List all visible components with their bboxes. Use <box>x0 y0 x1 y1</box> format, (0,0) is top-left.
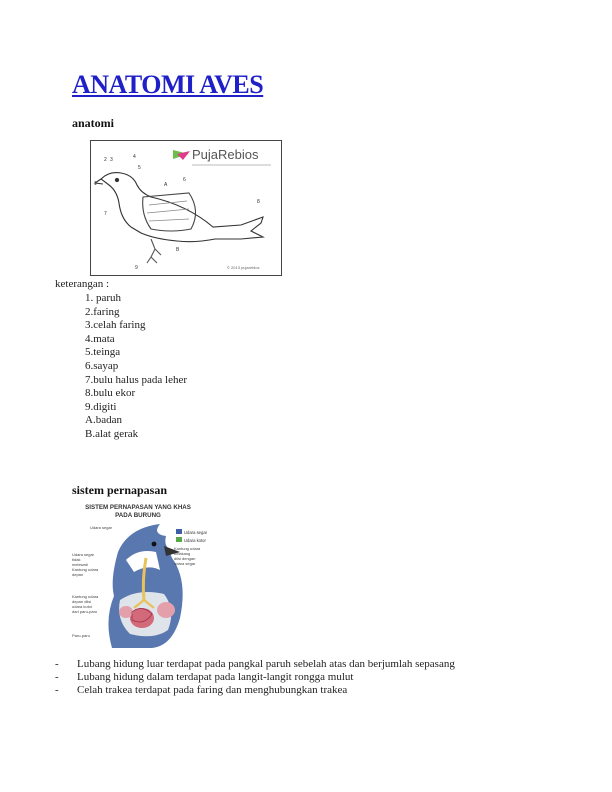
anatomi-heading: anatomi <box>72 116 114 130</box>
logo-text: PujaRebios <box>192 147 259 162</box>
svg-text:depan diisi: depan diisi <box>72 599 92 604</box>
svg-text:A: A <box>164 182 168 188</box>
list-item: A.badan <box>85 414 122 427</box>
sistem-pernapasan-heading: sistem pernapasan <box>72 483 168 497</box>
list-item: 7.bulu halus pada leher <box>85 373 188 386</box>
svg-text:tidak: tidak <box>72 557 81 562</box>
legend-fresh-swatch <box>176 529 182 534</box>
keterangan-list <box>85 292 187 442</box>
list-item: 9.digiti <box>85 400 117 413</box>
svg-text:dari paru-paru: dari paru-paru <box>72 609 98 614</box>
respiratory-diagram <box>68 500 228 648</box>
svg-text:1: 1 <box>94 181 97 187</box>
svg-text:udara segar: udara segar <box>174 561 196 566</box>
list-item: B.alat gerak <box>85 427 139 440</box>
svg-text:diisi dengan: diisi dengan <box>174 556 196 561</box>
svg-text:Kantung udara: Kantung udara <box>72 594 99 599</box>
list-item <box>55 671 455 684</box>
list-item: 2.faring <box>85 305 120 318</box>
bullet-text: Lubang hidung luar terdapat pada pangkal paruh sebelah atas dan berjumlah sepasang <box>77 658 455 670</box>
svg-text:9: 9 <box>135 265 138 271</box>
svg-text:Udara segar: Udara segar <box>90 525 113 530</box>
list-item: 3.celah faring <box>85 319 146 332</box>
bullet-dash: - <box>55 671 59 683</box>
svg-text:6: 6 <box>183 177 186 183</box>
list-item: 6.sayap <box>85 359 119 372</box>
bird-anatomy-diagram <box>91 141 281 275</box>
list-item <box>55 658 455 671</box>
list-item: 4.mata <box>85 332 115 345</box>
legend-fresh-label: Udara segar <box>184 530 208 535</box>
svg-text:5: 5 <box>138 165 141 171</box>
svg-text:Paru-paru: Paru-paru <box>72 633 90 638</box>
svg-text:B: B <box>176 247 180 253</box>
bullet-text: Lubang hidung dalam terdapat pada langit-langit rongga mulut <box>77 671 354 683</box>
svg-text:belakang: belakang <box>174 551 191 556</box>
svg-text:depan: depan <box>72 572 84 577</box>
svg-text:2: 2 <box>104 157 107 163</box>
svg-text:Kantung udara: Kantung udara <box>72 567 99 572</box>
svg-text:7: 7 <box>104 211 107 217</box>
respiration-bullet-list <box>55 658 455 697</box>
list-item <box>55 684 455 697</box>
svg-text:Udara segar: Udara segar <box>72 552 95 557</box>
list-item: 1. paruh <box>85 292 122 304</box>
list-item: 5.teinga <box>85 346 121 359</box>
legend-dirty-label: Udara kotor <box>184 538 206 543</box>
svg-text:8: 8 <box>257 199 260 205</box>
svg-text:udara kotor: udara kotor <box>72 604 93 609</box>
figure-caption: © 2013 pujarebios <box>227 265 260 270</box>
diagram-subtitle: PADA BURUNG <box>115 512 161 519</box>
page-title[interactable]: ANATOMI AVES <box>72 70 264 99</box>
list-item: 8.bulu ekor <box>85 387 136 400</box>
svg-text:4: 4 <box>133 154 136 160</box>
pujarebios-logo <box>173 147 271 165</box>
svg-text:3: 3 <box>110 157 113 163</box>
diagram-numbers <box>94 154 260 271</box>
respiratory-system-figure <box>68 500 228 648</box>
bird-illustration <box>108 524 182 648</box>
keterangan-label: keterangan : <box>55 278 110 290</box>
diagram-title: SISTEM PERNAPASAN YANG KHAS <box>85 504 191 511</box>
svg-text:melewati: melewati <box>72 562 88 567</box>
bullet-text: Celah trakea terdapat pada faring dan menghubungkan trakea <box>77 684 348 696</box>
bird-anatomy-figure <box>90 140 282 276</box>
legend-dirty-swatch <box>176 537 182 542</box>
bullet-dash: - <box>55 684 59 696</box>
bullet-dash: - <box>55 658 59 670</box>
svg-text:Kantung udara: Kantung udara <box>174 546 201 551</box>
